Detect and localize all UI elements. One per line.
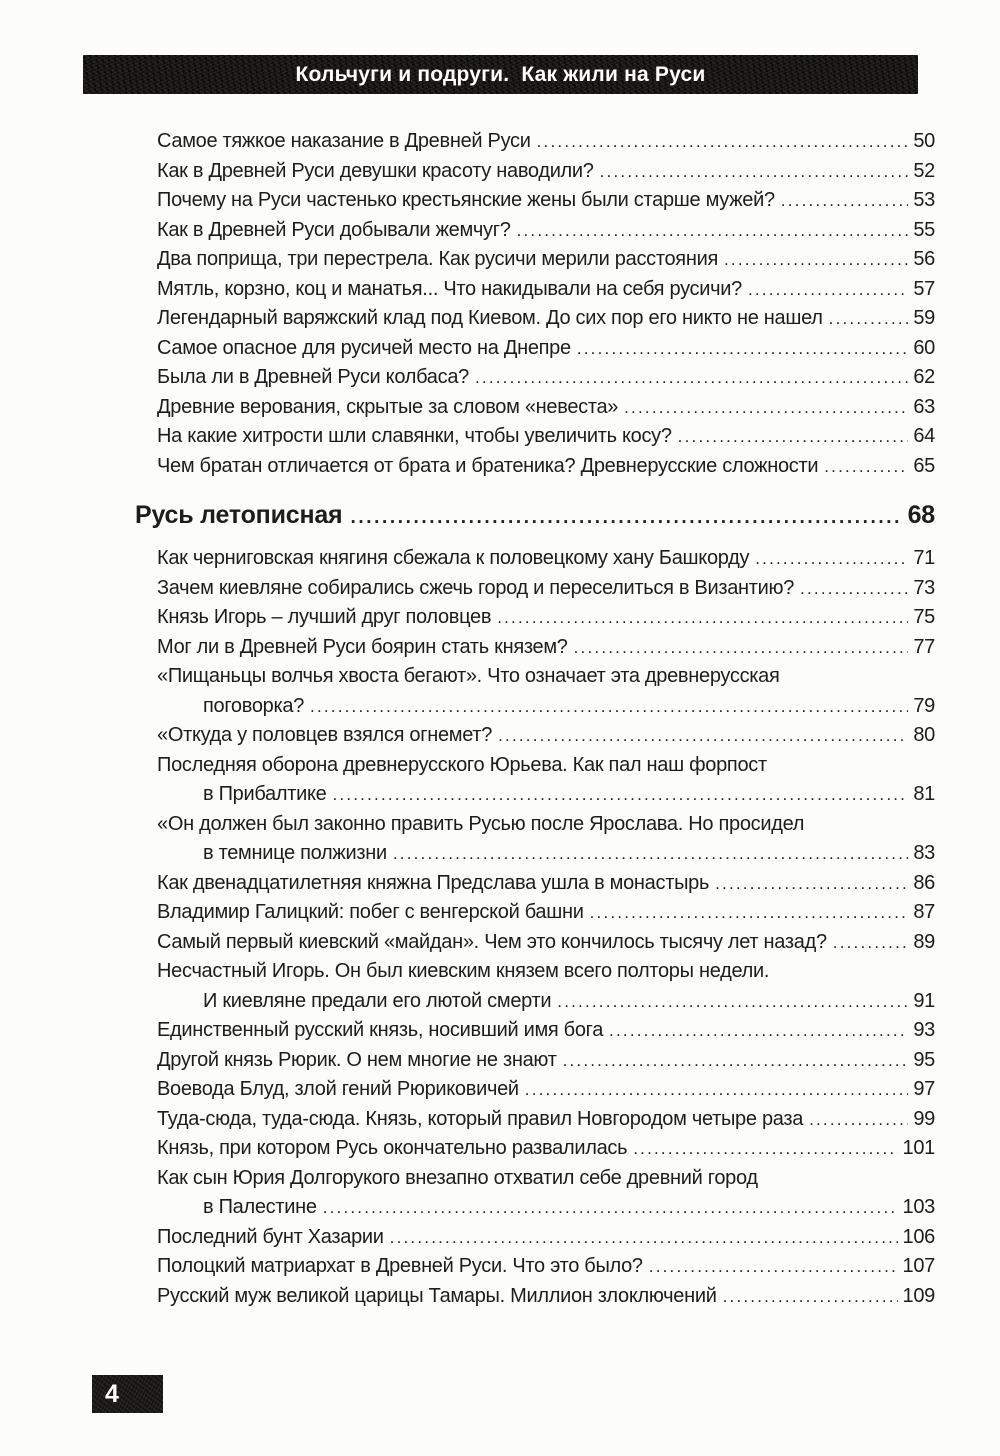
toc-entry-line <box>135 1282 935 1312</box>
toc-entry-text: поговорка? <box>203 694 305 717</box>
dot-leader <box>809 1105 908 1135</box>
toc-entry-line <box>135 928 935 958</box>
toc-entry-text: На какие хитрости шли славянки, чтобы увеличить косу? <box>157 425 672 447</box>
toc-entry-line <box>135 692 935 722</box>
toc-entry-text: Легендарный варяжский клад под Киевом. До сих пор его никто не нашел <box>157 307 823 329</box>
dot-leader <box>829 304 909 334</box>
toc-entry-text: Чем братан отличается от брата и братеника? Древнерусские сложности <box>157 454 819 477</box>
toc-entry <box>135 751 935 810</box>
toc-entry-text: Мятль, корзно, коц и манатья... Что накидывали на себя русичи? <box>157 277 742 300</box>
dot-leader <box>624 393 908 423</box>
toc-entry-page-number: 83 <box>913 842 935 864</box>
dot-leader <box>649 1252 898 1282</box>
toc-entry-text: в темнице полжизни <box>203 842 387 864</box>
toc-entry-line <box>135 987 935 1017</box>
toc-entry <box>135 633 935 663</box>
toc-entry-page-number: 91 <box>913 989 935 1012</box>
toc-entry-page-number: 75 <box>913 606 935 628</box>
toc-entry <box>135 127 935 157</box>
toc-entry-line: «Он должен был законно править Русью после Ярослава. Но просидел <box>157 812 805 835</box>
toc-entry-page-number: 63 <box>913 395 935 418</box>
toc-entry-text: Два поприща, три перестрела. Как русичи мерили расстояния <box>157 248 718 270</box>
toc-entry-line <box>135 839 935 869</box>
toc-entry <box>135 1134 935 1164</box>
dot-leader <box>517 216 909 246</box>
toc-entry-line <box>135 1134 935 1164</box>
toc-entry-line: Несчастный Игорь. Он был киевским князем всего полторы недели. <box>157 960 770 982</box>
dot-leader <box>497 603 908 633</box>
dot-leader <box>755 544 908 574</box>
toc-entry-line <box>135 780 935 810</box>
toc-entry-line <box>135 1223 935 1253</box>
toc-entry-line <box>135 1046 935 1076</box>
toc-entry <box>135 1223 935 1253</box>
toc-entry-page-number: 65 <box>913 454 935 477</box>
toc-entry <box>135 1105 935 1135</box>
chapter-header-bar <box>83 55 918 94</box>
toc-entry <box>135 157 935 187</box>
toc-entry <box>135 1164 935 1223</box>
toc-entry-text: Воевода Блуд, злой гений Рюриковичей <box>157 1078 519 1100</box>
toc-entry-text: Как в Древней Руси девушки красоту наводили? <box>157 159 594 182</box>
dot-leader <box>310 692 908 722</box>
toc-entry <box>135 869 935 899</box>
toc-entry-text: Была ли в Древней Руси колбаса? <box>157 366 469 388</box>
dot-leader <box>824 452 908 482</box>
toc-entry-line <box>135 304 935 334</box>
dot-leader <box>574 633 909 663</box>
toc-entry-page-number: 62 <box>913 366 935 388</box>
toc-entry-text: Как черниговская княгиня сбежала к половецкому хану Башкорду <box>157 547 750 569</box>
toc-entry-line <box>135 422 935 452</box>
toc-entry-text: Князь Игорь – лучший друг половцев <box>157 606 492 628</box>
toc-entry-page-number: 101 <box>902 1137 935 1159</box>
toc-entry <box>135 603 935 633</box>
toc-entry <box>135 422 935 452</box>
toc-entry <box>135 662 935 721</box>
toc-entry-line: Как сын Юрия Долгорукого внезапно отхватил себе древний город <box>157 1166 758 1189</box>
toc-entry-page-number: 79 <box>913 694 935 717</box>
toc-entry-text: И киевляне предали его лютой смерти <box>203 989 552 1012</box>
toc-entry <box>135 810 935 869</box>
toc-entry-line <box>135 1193 935 1223</box>
toc-section-page-number: 68 <box>907 501 935 529</box>
toc-entry <box>135 928 935 958</box>
toc-entry-page-number: 93 <box>913 1019 935 1041</box>
dot-leader <box>332 780 908 810</box>
dot-leader <box>609 1016 908 1046</box>
toc-entry-line <box>135 574 935 604</box>
toc-entry-text: в Прибалтике <box>203 783 327 805</box>
toc-entry-page-number: 81 <box>913 783 935 805</box>
toc-entry-text: Самое тяжкое наказание в Древней Руси <box>157 130 531 152</box>
toc-entry-page-number: 103 <box>902 1196 935 1218</box>
toc-entry-text: в Палестине <box>203 1196 317 1218</box>
toc-entry-line <box>135 334 935 364</box>
toc-entry-page-number: 71 <box>913 547 935 569</box>
toc-entry-page-number: 80 <box>913 724 935 746</box>
toc-entry-page-number: 106 <box>902 1225 935 1248</box>
toc-entry-line <box>135 1075 935 1105</box>
toc-entry-line <box>135 275 935 305</box>
toc-entry-text: Почему на Руси частенько крестьянские жены были старше мужей? <box>157 189 775 211</box>
dot-leader <box>557 987 908 1017</box>
toc-entry-text: Полоцкий матриархат в Древней Руси. Что это было? <box>157 1255 643 1277</box>
toc-entry <box>135 574 935 604</box>
toc-entry <box>135 363 935 393</box>
toc-entry <box>135 544 935 574</box>
toc-entry <box>135 275 935 305</box>
toc-entry <box>135 1046 935 1076</box>
book-title: Кольчуги и подруги. Как жили на Руси <box>295 62 706 86</box>
toc-entry-line <box>135 898 935 928</box>
toc-entry-page-number: 50 <box>913 130 935 152</box>
toc-entry-line <box>135 245 935 275</box>
toc-entry-line <box>135 363 935 393</box>
toc-entry-text: Самый первый киевский «майдан». Чем это кончилось тысячу лет назад? <box>157 930 827 953</box>
toc-entry-text: Единственный русский князь, носивший имя бога <box>157 1019 604 1041</box>
toc-entry-text: Зачем киевляне собирались сжечь город и переселиться в Византию? <box>157 576 795 599</box>
toc-entry-text: Последний бунт Хазарии <box>157 1225 384 1248</box>
dot-leader <box>724 245 908 275</box>
dot-leader <box>323 1193 898 1223</box>
toc-entry <box>135 1075 935 1105</box>
toc-entry-page-number: 86 <box>913 871 935 894</box>
toc-entry-line <box>135 869 935 899</box>
toc-entry-page-number: 97 <box>913 1078 935 1100</box>
toc-entry-page-number: 64 <box>913 425 935 447</box>
toc-entry-line <box>135 157 935 187</box>
dot-leader <box>800 574 908 604</box>
dot-leader <box>498 721 908 751</box>
toc-entry-page-number: 59 <box>913 307 935 329</box>
toc-section-title: Русь летописная <box>135 501 343 529</box>
dot-leader <box>600 157 909 187</box>
dot-leader <box>390 1223 898 1253</box>
toc-entry-line: «Пищаньцы волчья хвоста бегают». Что означает эта древнерусская <box>157 665 780 687</box>
toc-entry-page-number: 52 <box>913 159 935 182</box>
toc-entry-text: Как в Древней Руси добывали жемчуг? <box>157 218 511 241</box>
toc-entry-page-number: 77 <box>913 635 935 658</box>
toc-entry <box>135 721 935 751</box>
dot-leader <box>577 334 909 364</box>
toc-entry <box>135 393 935 423</box>
dot-leader <box>633 1134 897 1164</box>
toc-entry-text: Другой князь Рюрик. О нем многие не знают <box>157 1048 557 1071</box>
toc-entry-line <box>135 393 935 423</box>
dot-leader <box>833 928 909 958</box>
toc-entry <box>135 898 935 928</box>
toc-entry-page-number: 56 <box>913 248 935 270</box>
toc-entry <box>135 304 935 334</box>
toc-entry-line <box>135 1252 935 1282</box>
toc-entry-line <box>135 216 935 246</box>
toc-entry-page-number: 57 <box>913 277 935 300</box>
toc-entry-line <box>135 544 935 574</box>
toc-entry-text: Самое опасное для русичей место на Днепре <box>157 336 571 359</box>
toc <box>135 127 935 1311</box>
toc-entry-line <box>135 186 935 216</box>
toc-entry-page-number: 95 <box>913 1048 935 1071</box>
toc-entry-text: Владимир Галицкий: побег с венгерской башни <box>157 901 584 923</box>
toc-entry <box>135 334 935 364</box>
toc-entry <box>135 186 935 216</box>
dot-leader <box>393 839 909 869</box>
dot-leader <box>748 275 908 305</box>
toc-entry-page-number: 55 <box>913 218 935 241</box>
toc-entry-line <box>135 1016 935 1046</box>
toc-entry-line: Последняя оборона древнерусского Юрьева. Как пал наш форпост <box>157 753 767 776</box>
toc-entry-page-number: 89 <box>913 930 935 953</box>
dot-leader <box>537 127 909 157</box>
toc-entry-line <box>135 1105 935 1135</box>
toc-entry-page-number: 99 <box>913 1107 935 1130</box>
toc-entry-page-number: 73 <box>913 576 935 599</box>
dot-leader <box>781 186 909 216</box>
dot-leader <box>715 869 908 899</box>
toc-entry-text: Древние верования, скрытые за словом «невеста» <box>157 395 619 418</box>
dot-leader <box>678 422 909 452</box>
toc-entry <box>135 1016 935 1046</box>
page-number-box <box>92 1375 163 1413</box>
toc-entry-page-number: 109 <box>902 1284 935 1307</box>
dot-leader <box>525 1075 909 1105</box>
toc-entry <box>135 1282 935 1312</box>
toc-entry-text: Князь, при котором Русь окончательно развалилась <box>157 1137 628 1159</box>
toc-entry-text: «Откуда у половцев взялся огнемет? <box>157 724 493 746</box>
dot-leader <box>350 500 902 536</box>
toc-entry-text: Туда-сюда, туда-сюда. Князь, который правил Новгородом четыре раза <box>157 1107 804 1130</box>
dot-leader <box>563 1046 909 1076</box>
toc-entry-page-number: 87 <box>913 901 935 923</box>
toc-entry <box>135 1252 935 1282</box>
toc-entry-page-number: 60 <box>913 336 935 359</box>
toc-entry-text: Русский муж великой царицы Тамары. Миллион злоключений <box>157 1284 717 1307</box>
page-number: 4 <box>105 1380 119 1408</box>
dot-leader <box>590 898 909 928</box>
toc-entry-line <box>135 721 935 751</box>
toc-entry <box>135 216 935 246</box>
toc-section-heading <box>135 497 935 536</box>
dot-leader <box>475 363 908 393</box>
toc-entry-line <box>135 633 935 663</box>
toc-entry <box>135 452 935 482</box>
toc-entry-line <box>135 452 935 482</box>
toc-entry-text: Мог ли в Древней Руси боярин стать князем? <box>157 635 568 658</box>
toc-entry <box>135 245 935 275</box>
toc-entry <box>135 957 935 1016</box>
toc-entry-line <box>135 603 935 633</box>
toc-entry-line <box>135 127 935 157</box>
toc-entry-text: Как двенадцатилетняя княжна Предслава ушла в монастырь <box>157 871 710 894</box>
toc-entry-page-number: 107 <box>902 1255 935 1277</box>
toc-entry-page-number: 53 <box>913 189 935 211</box>
dot-leader <box>723 1282 898 1312</box>
